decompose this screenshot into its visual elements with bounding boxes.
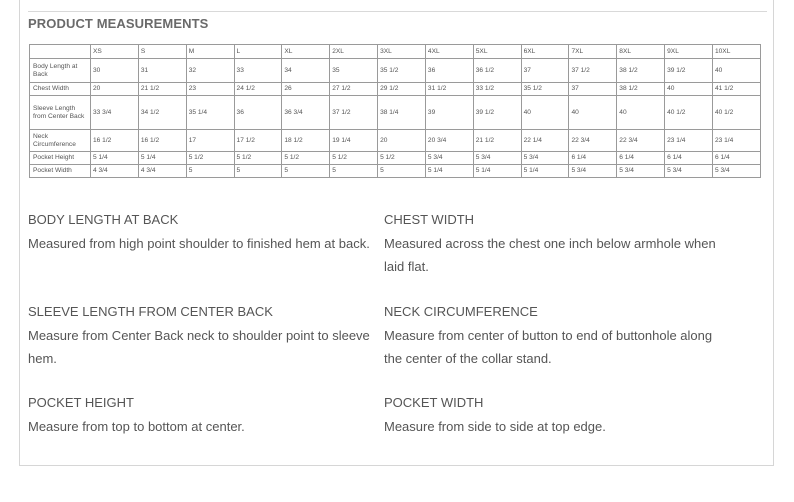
- size-header: 9XL: [665, 45, 713, 59]
- table-cell: 35 1/2: [378, 59, 426, 83]
- row-label: Chest Width: [30, 83, 91, 96]
- size-header: 8XL: [617, 45, 665, 59]
- table-cell: 4 3/4: [138, 165, 186, 178]
- table-row: [30, 59, 761, 83]
- table-cell: 5 3/4: [425, 152, 473, 165]
- table-cell: 5 1/2: [330, 152, 378, 165]
- table-cell: 37: [521, 59, 569, 83]
- size-header: XL: [282, 45, 330, 59]
- table-row: [30, 130, 761, 152]
- size-header: 3XL: [378, 45, 426, 59]
- table-cell: 38 1/2: [617, 83, 665, 96]
- table-cell: 5: [378, 165, 426, 178]
- row-label: Sleeve Length from Center Back: [30, 96, 91, 130]
- table-cell: 40: [665, 83, 713, 96]
- table-cell: 4 3/4: [91, 165, 139, 178]
- table-cell: 33 3/4: [91, 96, 139, 130]
- definition-text: Measure from Center Back neck to shoulder point to sleeve hem.: [28, 328, 370, 366]
- definition-heading: POCKET WIDTH: [384, 395, 484, 410]
- size-header: 6XL: [521, 45, 569, 59]
- table-cell: 6 1/4: [617, 152, 665, 165]
- table-cell: 40: [712, 59, 760, 83]
- table-cell: 20: [91, 83, 139, 96]
- size-header: 7XL: [569, 45, 617, 59]
- table-cell: 5 3/4: [569, 165, 617, 178]
- table-cell: 36 1/2: [473, 59, 521, 83]
- size-header: L: [234, 45, 282, 59]
- table-cell: 17 1/2: [234, 130, 282, 152]
- table-cell: 40 1/2: [665, 96, 713, 130]
- table-row: [30, 152, 761, 165]
- size-header: XS: [91, 45, 139, 59]
- table-cell: 5 1/2: [234, 152, 282, 165]
- definition-pocket-width: [384, 394, 729, 438]
- size-header: 2XL: [330, 45, 378, 59]
- corner-cell: [30, 45, 91, 59]
- table-cell: 26: [282, 83, 330, 96]
- table-cell: 35: [330, 59, 378, 83]
- table-cell: 23 1/4: [665, 130, 713, 152]
- table-cell: 5 3/4: [665, 165, 713, 178]
- definition-heading: POCKET HEIGHT: [28, 395, 134, 410]
- table-cell: 21 1/2: [138, 83, 186, 96]
- table-cell: 37 1/2: [569, 59, 617, 83]
- table-cell: 38 1/4: [378, 96, 426, 130]
- table-cell: 5 1/2: [282, 152, 330, 165]
- table-cell: 5: [186, 165, 234, 178]
- row-label: Neck Circumference: [30, 130, 91, 152]
- table-cell: 23 1/4: [712, 130, 760, 152]
- table-cell: 39: [425, 96, 473, 130]
- table-row: [30, 165, 761, 178]
- table-cell: 19 1/4: [330, 130, 378, 152]
- table-cell: 36 3/4: [282, 96, 330, 130]
- table-cell: 22 3/4: [617, 130, 665, 152]
- page-title: PRODUCT MEASUREMENTS: [28, 16, 209, 31]
- table-cell: 29 1/2: [378, 83, 426, 96]
- table-cell: 5 1/4: [473, 165, 521, 178]
- table-cell: 20 3/4: [425, 130, 473, 152]
- table-cell: 6 1/4: [712, 152, 760, 165]
- table-cell: 39 1/2: [473, 96, 521, 130]
- table-cell: 33 1/2: [473, 83, 521, 96]
- table-cell: 5 3/4: [712, 165, 760, 178]
- definition-heading: BODY LENGTH AT BACK: [28, 212, 179, 227]
- table-row: [30, 96, 761, 130]
- definition-text: Measure from top to bottom at center.: [28, 419, 245, 434]
- table-cell: 35 1/4: [186, 96, 234, 130]
- table-cell: 5 1/2: [186, 152, 234, 165]
- top-divider: [28, 11, 767, 12]
- table-cell: 31 1/2: [425, 83, 473, 96]
- table-cell: 34: [282, 59, 330, 83]
- row-label: Pocket Height: [30, 152, 91, 165]
- table-cell: 31: [138, 59, 186, 83]
- definition-chest-width: [384, 211, 729, 278]
- table-cell: 5: [234, 165, 282, 178]
- table-cell: 16 1/2: [138, 130, 186, 152]
- table-cell: 40: [569, 96, 617, 130]
- table-cell: 5 3/4: [521, 152, 569, 165]
- row-label: Pocket Width: [30, 165, 91, 178]
- table-cell: 37: [569, 83, 617, 96]
- table-cell: 5 3/4: [473, 152, 521, 165]
- table-cell: 36: [234, 96, 282, 130]
- definition-neck-circumference: [384, 303, 729, 370]
- table-cell: 35 1/2: [521, 83, 569, 96]
- table-cell: 40 1/2: [712, 96, 760, 130]
- size-header: 10XL: [712, 45, 760, 59]
- table-cell: 6 1/4: [569, 152, 617, 165]
- table-cell: 34 1/2: [138, 96, 186, 130]
- size-header: 5XL: [473, 45, 521, 59]
- table-cell: 16 1/2: [91, 130, 139, 152]
- definition-heading: CHEST WIDTH: [384, 212, 475, 227]
- table-cell: 6 1/4: [665, 152, 713, 165]
- definition-text: Measure from center of button to end of buttonhole along the center of the collar stand.: [384, 328, 713, 366]
- table-cell: 32: [186, 59, 234, 83]
- definition-heading: NECK CIRCUMFERENCE: [384, 304, 538, 319]
- table-cell: 5 1/4: [521, 165, 569, 178]
- table-cell: 5 1/4: [138, 152, 186, 165]
- table-cell: 40: [521, 96, 569, 130]
- definition-sleeve-length: [28, 303, 373, 370]
- table-cell: 33: [234, 59, 282, 83]
- table-cell: 24 1/2: [234, 83, 282, 96]
- table-cell: 37 1/2: [330, 96, 378, 130]
- table-cell: 5 1/2: [378, 152, 426, 165]
- table-cell: 22 1/4: [521, 130, 569, 152]
- size-header: M: [186, 45, 234, 59]
- size-header: S: [138, 45, 186, 59]
- table-cell: 5: [330, 165, 378, 178]
- table-cell: 5 1/4: [91, 152, 139, 165]
- definition-heading: SLEEVE LENGTH FROM CENTER BACK: [28, 304, 273, 319]
- table-cell: 5 3/4: [617, 165, 665, 178]
- table-cell: 39 1/2: [665, 59, 713, 83]
- size-header-row: [30, 45, 761, 59]
- table-row: [30, 83, 761, 96]
- table-cell: 38 1/2: [617, 59, 665, 83]
- table-cell: 20: [378, 130, 426, 152]
- table-cell: 5 1/4: [425, 165, 473, 178]
- definition-text: Measured across the chest one inch below armhole when laid flat.: [384, 236, 716, 274]
- table-cell: 22 3/4: [569, 130, 617, 152]
- table-cell: 36: [425, 59, 473, 83]
- definition-text: Measure from side to side at top edge.: [384, 419, 606, 434]
- table-cell: 30: [91, 59, 139, 83]
- size-header: 4XL: [425, 45, 473, 59]
- definition-text: Measured from high point shoulder to finished hem at back.: [28, 236, 370, 251]
- size-chart-table: [29, 44, 761, 178]
- table-cell: 5: [282, 165, 330, 178]
- table-cell: 18 1/2: [282, 130, 330, 152]
- definition-body-length: [28, 211, 373, 255]
- row-label: Body Length at Back: [30, 59, 91, 83]
- table-cell: 27 1/2: [330, 83, 378, 96]
- table-cell: 21 1/2: [473, 130, 521, 152]
- table-cell: 17: [186, 130, 234, 152]
- table-cell: 40: [617, 96, 665, 130]
- table-cell: 23: [186, 83, 234, 96]
- definition-pocket-height: [28, 394, 373, 438]
- table-cell: 41 1/2: [712, 83, 760, 96]
